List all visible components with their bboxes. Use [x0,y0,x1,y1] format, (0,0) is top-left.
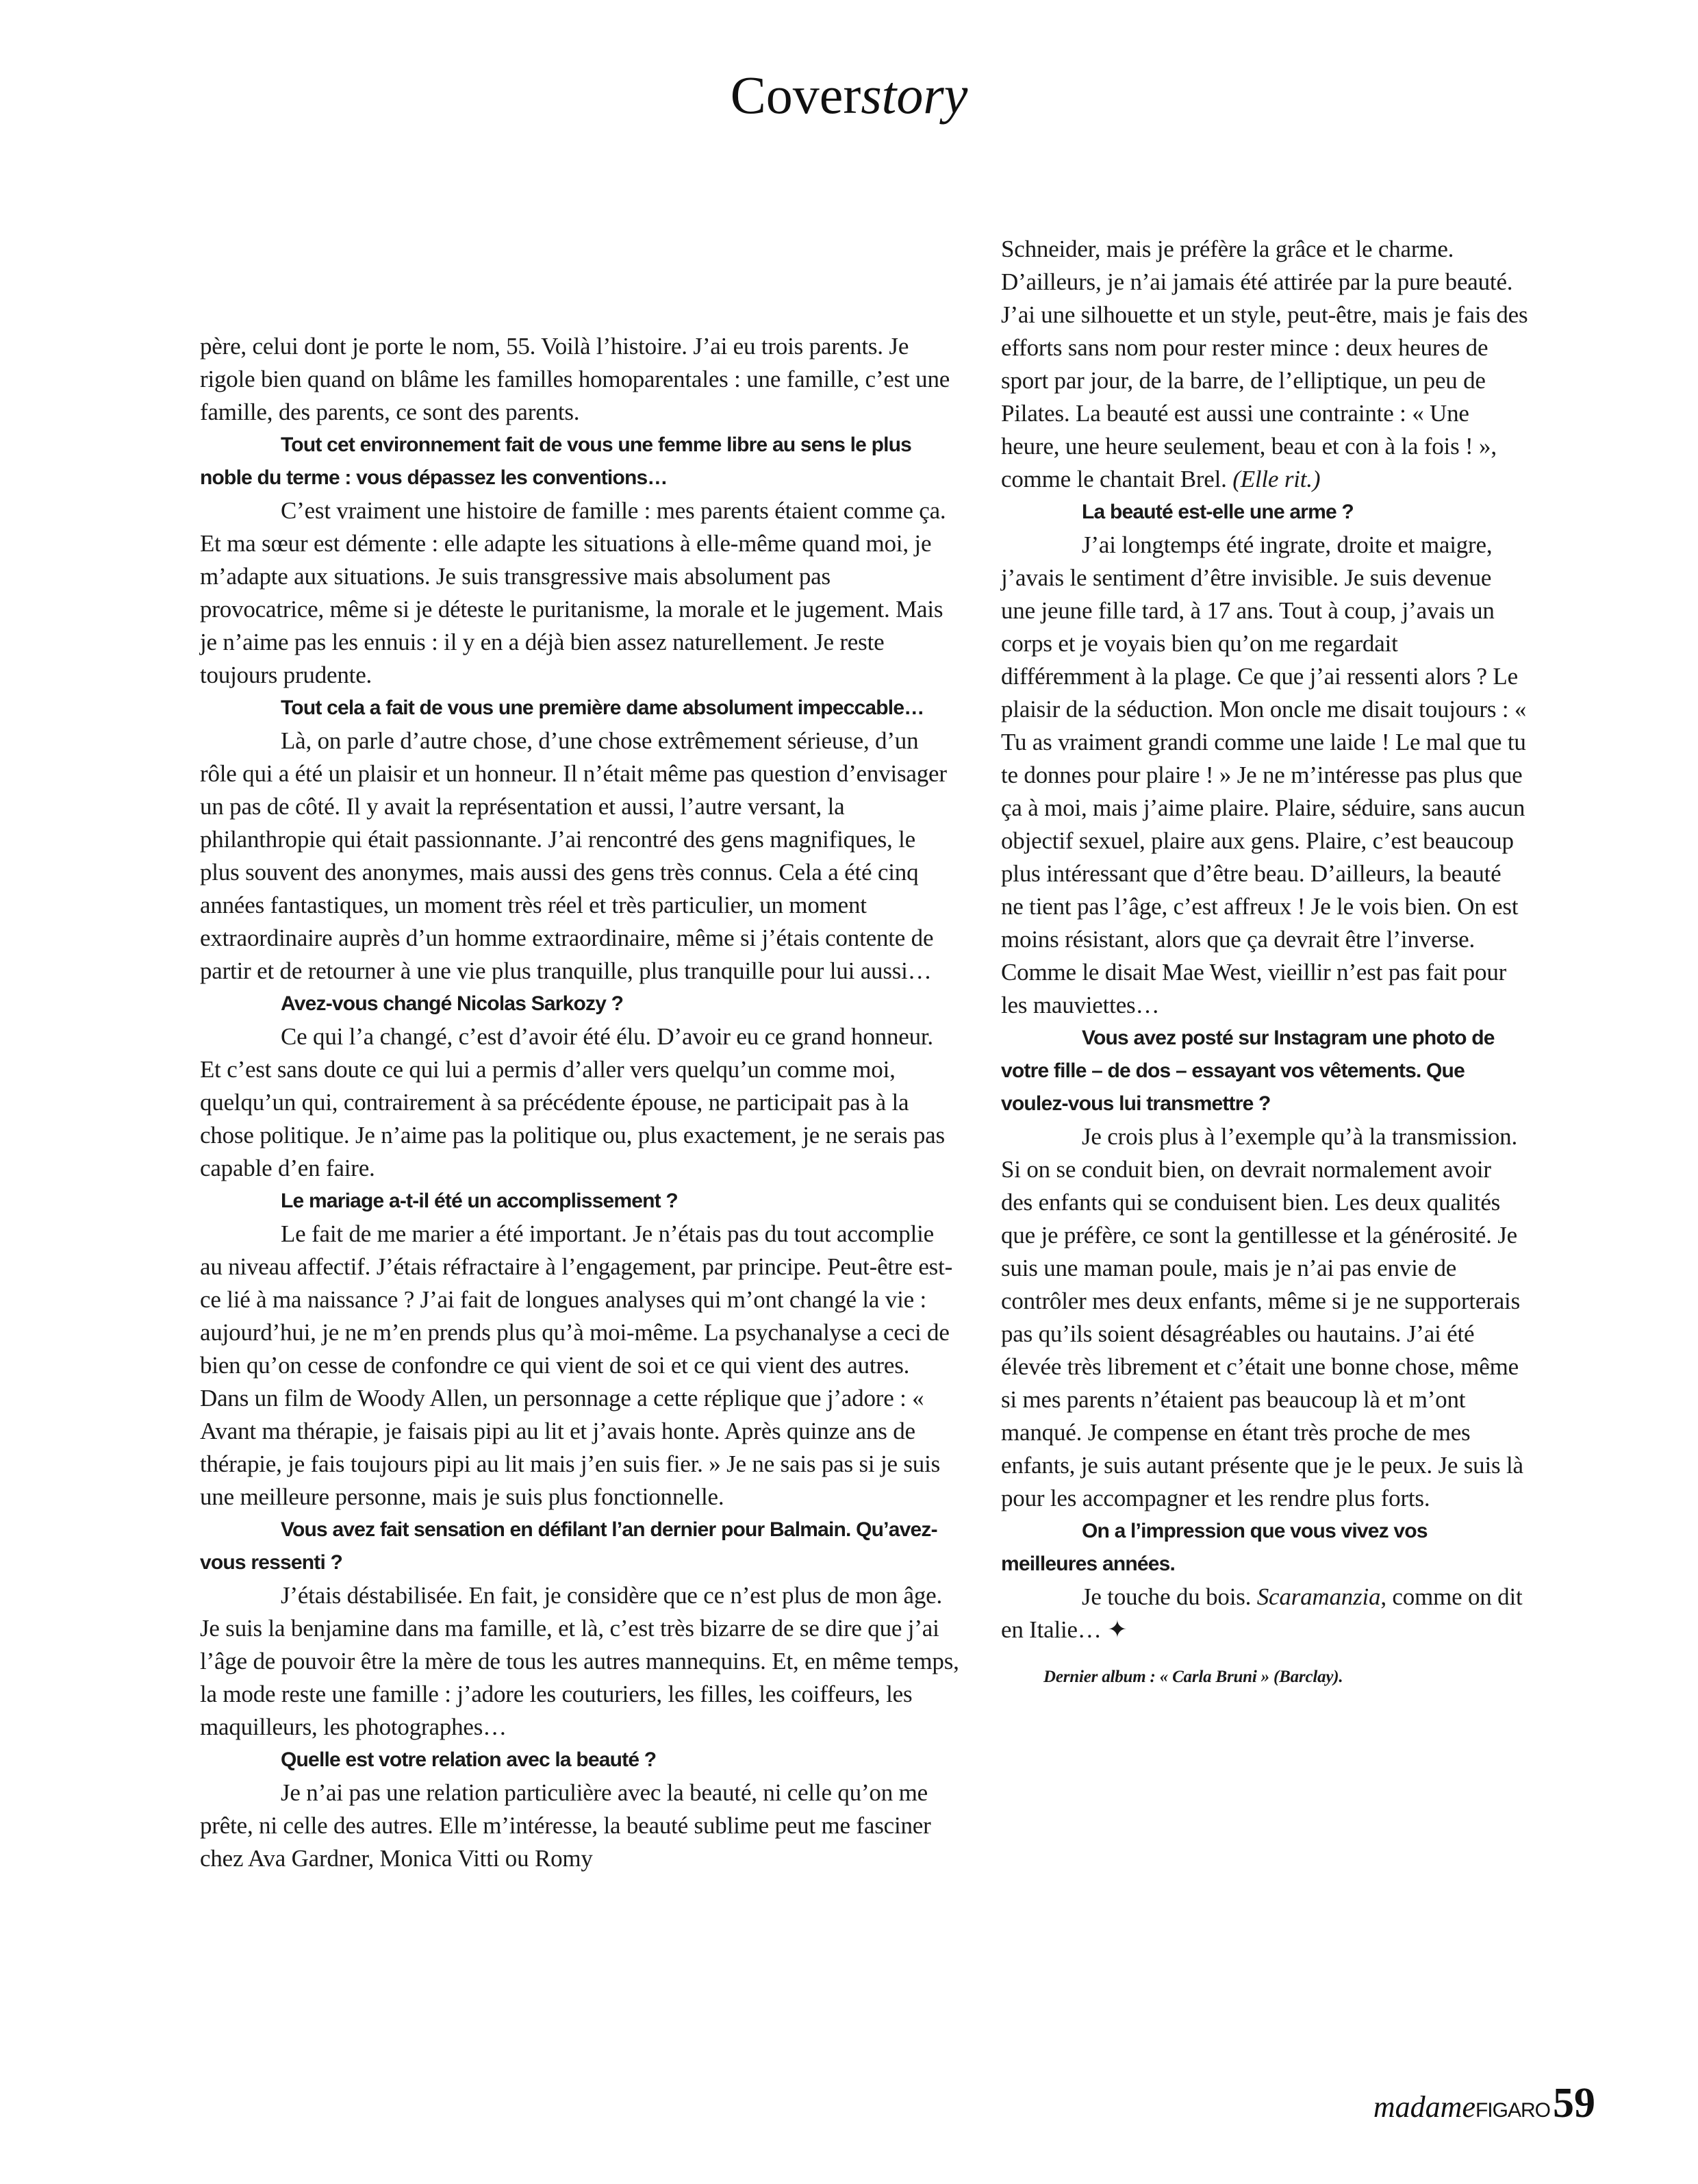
section-title-story: story [861,65,968,125]
page-number: 59 [1553,2080,1595,2126]
closing-text: Je touche du bois. [1082,1583,1257,1610]
magazine-name-madame: madame [1373,2090,1475,2124]
answer-text: C’est vraiment une histoire de famille : mes parents étaient comme ça. Et ma sœur est démente : elle adapte les situations à elle-même quand moi, je m’adapte aux situations. Je suis transgressive mais absolument pas provocatrice, même si je déteste le puritanisme, la morale et le jugement. Mais je n’aime pas les ennuis : il y en a déjà bien assez naturellement. Je reste toujours prudente. [200,497,946,688]
stage-direction: (Elle rit.) [1226,466,1321,492]
interview-question: Vous avez fait sensation en défilant l’an dernier pour Balmain. Qu’avez-vous ressenti ? [200,1518,937,1574]
answer-paragraph [200,494,960,692]
answer-text: père, celui dont je porte le nom, 55. Voilà l’histoire. J’ai eu trois parents. Je rigole bien quand on blâme les familles homoparentales : une famille, c’est une famille, des parents, ce sont des parents. [200,333,950,425]
page-footer [1373,2082,1595,2124]
answer-paragraph [200,1020,960,1185]
left-column [200,330,960,1875]
interview-question: Tout cela a fait de vous une première dame absolument impeccable… [281,696,924,719]
answer-paragraph [1001,233,1528,496]
closing-text-end: , comme on dit en Italie… [1001,1583,1523,1643]
answer-text: Schneider, mais je préfère la grâce et le charme. D’ailleurs, je n’ai jamais été attirée par la pure beauté. J’ai une silhouette et un style, peut-être, mais je fais des efforts sans nom pour rester mince : deux heures de sport par jour, de la barre, de l’elliptique, un peu de Pilates. La beauté est aussi une contrainte : « Une heure, une heure seulement, beau et con à la fois ! », comme le chantait Brel. [1001,236,1528,492]
answer-text: Je n’ai pas une relation particulière avec la beauté, ni celle qu’on me prête, ni celle des autres. Elle m’intéresse, la beauté sublime peut me fasciner chez Ava Gardner, Monica Vitti ou Romy [200,1779,931,1872]
answer-paragraph [200,725,960,988]
magazine-name-figaro: FIGARO [1475,2099,1550,2122]
interview-question: On a l’impression que vous vivez vos meilleures années. [1001,1520,1428,1575]
right-column [1001,233,1528,1689]
answer-text: Le fait de me marier a été important. Je n’étais pas du tout accomplie au niveau affectif. J’étais réfractaire à l’engagement, par principe. Peut-être est-ce lié à ma naissance ? J’ai fait de longues analyses qui m’ont changé la vie : aujourd’hui, je ne m’en prends plus qu’à moi-même. La psychanalyse a ceci de bien qu’on cesse de confondre ce qui vient de soi et ce qui vient des autres. Dans un film de Woody Allen, un personnage a cette réplique que j’adore : « Avant ma thérapie, je faisais pipi au lit et j’avais honte. Après quinze ans de thérapie, je fais toujours pipi au lit mais j’en suis fier. » Je ne sais pas si je suis une meilleure personne, mais je suis plus fonctionnelle. [200,1220,953,1510]
answer-text: J’ai longtemps été ingrate, droite et maigre, j’avais le sentiment d’être invisible. Je suis devenue une jeune fille tard, à 17 ans. Tout à coup, j’avais un corps et je voyais bien qu’on me regardait différemment à la plage. Ce que j’ai ressenti alors ? Le plaisir de la séduction. Mon oncle me disait toujours : « Tu as vraiment grandi comme une laide ! Le mal que tu te donnes pour plaire ! » Je ne m’intéresse pas plus que ça à moi, mais j’aime plaire. Plaire, séduire, sans aucun objectif sexuel, plaire aux gens. Plaire, c’est beaucoup plus intéressant que d’être beau. D’ailleurs, la beauté ne tient pas l’âge, c’est affreux ! Je le vois bien. On est moins résistant, alors que ça devrait être l’inverse. Comme le disait Mae West, vieillir n’est pas fait pour les mauviettes… [1001,531,1527,1018]
answer-paragraph [200,1777,960,1875]
answer-paragraph [1001,529,1528,1022]
answer-paragraph [200,1218,960,1514]
interview-question: Avez-vous changé Nicolas Sarkozy ? [281,992,624,1015]
interview-question: Le mariage a-t-il été un accomplissement ? [281,1190,678,1212]
interview-question: La beauté est-elle une arme ? [1082,501,1354,523]
answer-paragraph [200,1579,960,1744]
answer-text: Ce qui l’a changé, c’est d’avoir été élu. D’avoir eu ce grand honneur. Et c’est sans doute ce qui lui a permis d’aller vers quelqu’un comme moi, quelqu’un qui, contrairement à sa précédente épouse, ne participait pas à la chose politique. Je n’aime pas la politique ou, plus exactement, je ne serais pas capable d’en faire. [200,1023,945,1181]
closing-paragraph [1001,1581,1528,1646]
end-mark-icon: ✦ [1107,1616,1128,1643]
interview-question: Vous avez posté sur Instagram une photo de votre fille – de dos – essayant vos vêtements. Que voulez-vous lui transmettre ? [1001,1027,1495,1115]
interview-question: Quelle est votre relation avec la beauté ? [281,1748,657,1771]
answer-text: J’étais déstabilisée. En fait, je considère que ce n’est plus de mon âge. Je suis la benjamine dans ma famille, et là, c’est très bizarre de se dire que j’ai l’âge de pouvoir être la mère de tous les autres mannequins. Et, en même temps, la mode reste une famille : j’adore les couturiers, les filles, les coiffeurs, les maquilleurs, les photographes… [200,1582,959,1740]
answer-paragraph [200,330,960,429]
section-header [0,65,1698,125]
closing-italic-word: Scaramanzia [1256,1583,1381,1610]
section-title-cover: Cover [730,65,861,125]
interview-question: Tout cet environnement fait de vous une femme libre au sens le plus noble du terme : vous dépassez les conventions… [200,434,912,489]
answer-text: Là, on parle d’autre chose, d’une chose extrêmement sérieuse, d’un rôle qui a été un plaisir et un honneur. Il n’était même pas question d’envisager un pas de côté. Il y avait la représentation et aussi, l’autre versant, la philanthropie qui était passionnante. J’ai rencontré des gens magnifiques, le plus souvent des anonymes, mais aussi des gens très connus. Cela a été cinq années fantastiques, un moment très réel et très particulier, un moment extraordinaire auprès d’un homme extraordinaire, même si j’étais contente de partir et de retourner à une vie plus tranquille, plus tranquille pour lui aussi… [200,727,947,984]
answer-text: Je crois plus à l’exemple qu’à la transmission. Si on se conduit bien, on devrait normalement avoir des enfants qui se conduisent bien. Les deux qualités que je préfère, ce sont la gentillesse et la générosité. Je suis une maman poule, mais je n’ai pas envie de contrôler mes deux enfants, même si je ne supporterais pas qu’ils soient désagréables ou hautains. J’ai été élevée très librement et c’était une bonne chose, même si mes parents n’étaient pas beaucoup là et m’ont manqué. Je compense en étant très proche de mes enfants, je suis autant présente que je le peux. Je suis là pour les accompagner et les rendre plus forts. [1001,1123,1523,1511]
answer-paragraph [1001,1120,1528,1515]
album-credit: Dernier album : « Carla Bruni » (Barclay). [1043,1668,1343,1686]
